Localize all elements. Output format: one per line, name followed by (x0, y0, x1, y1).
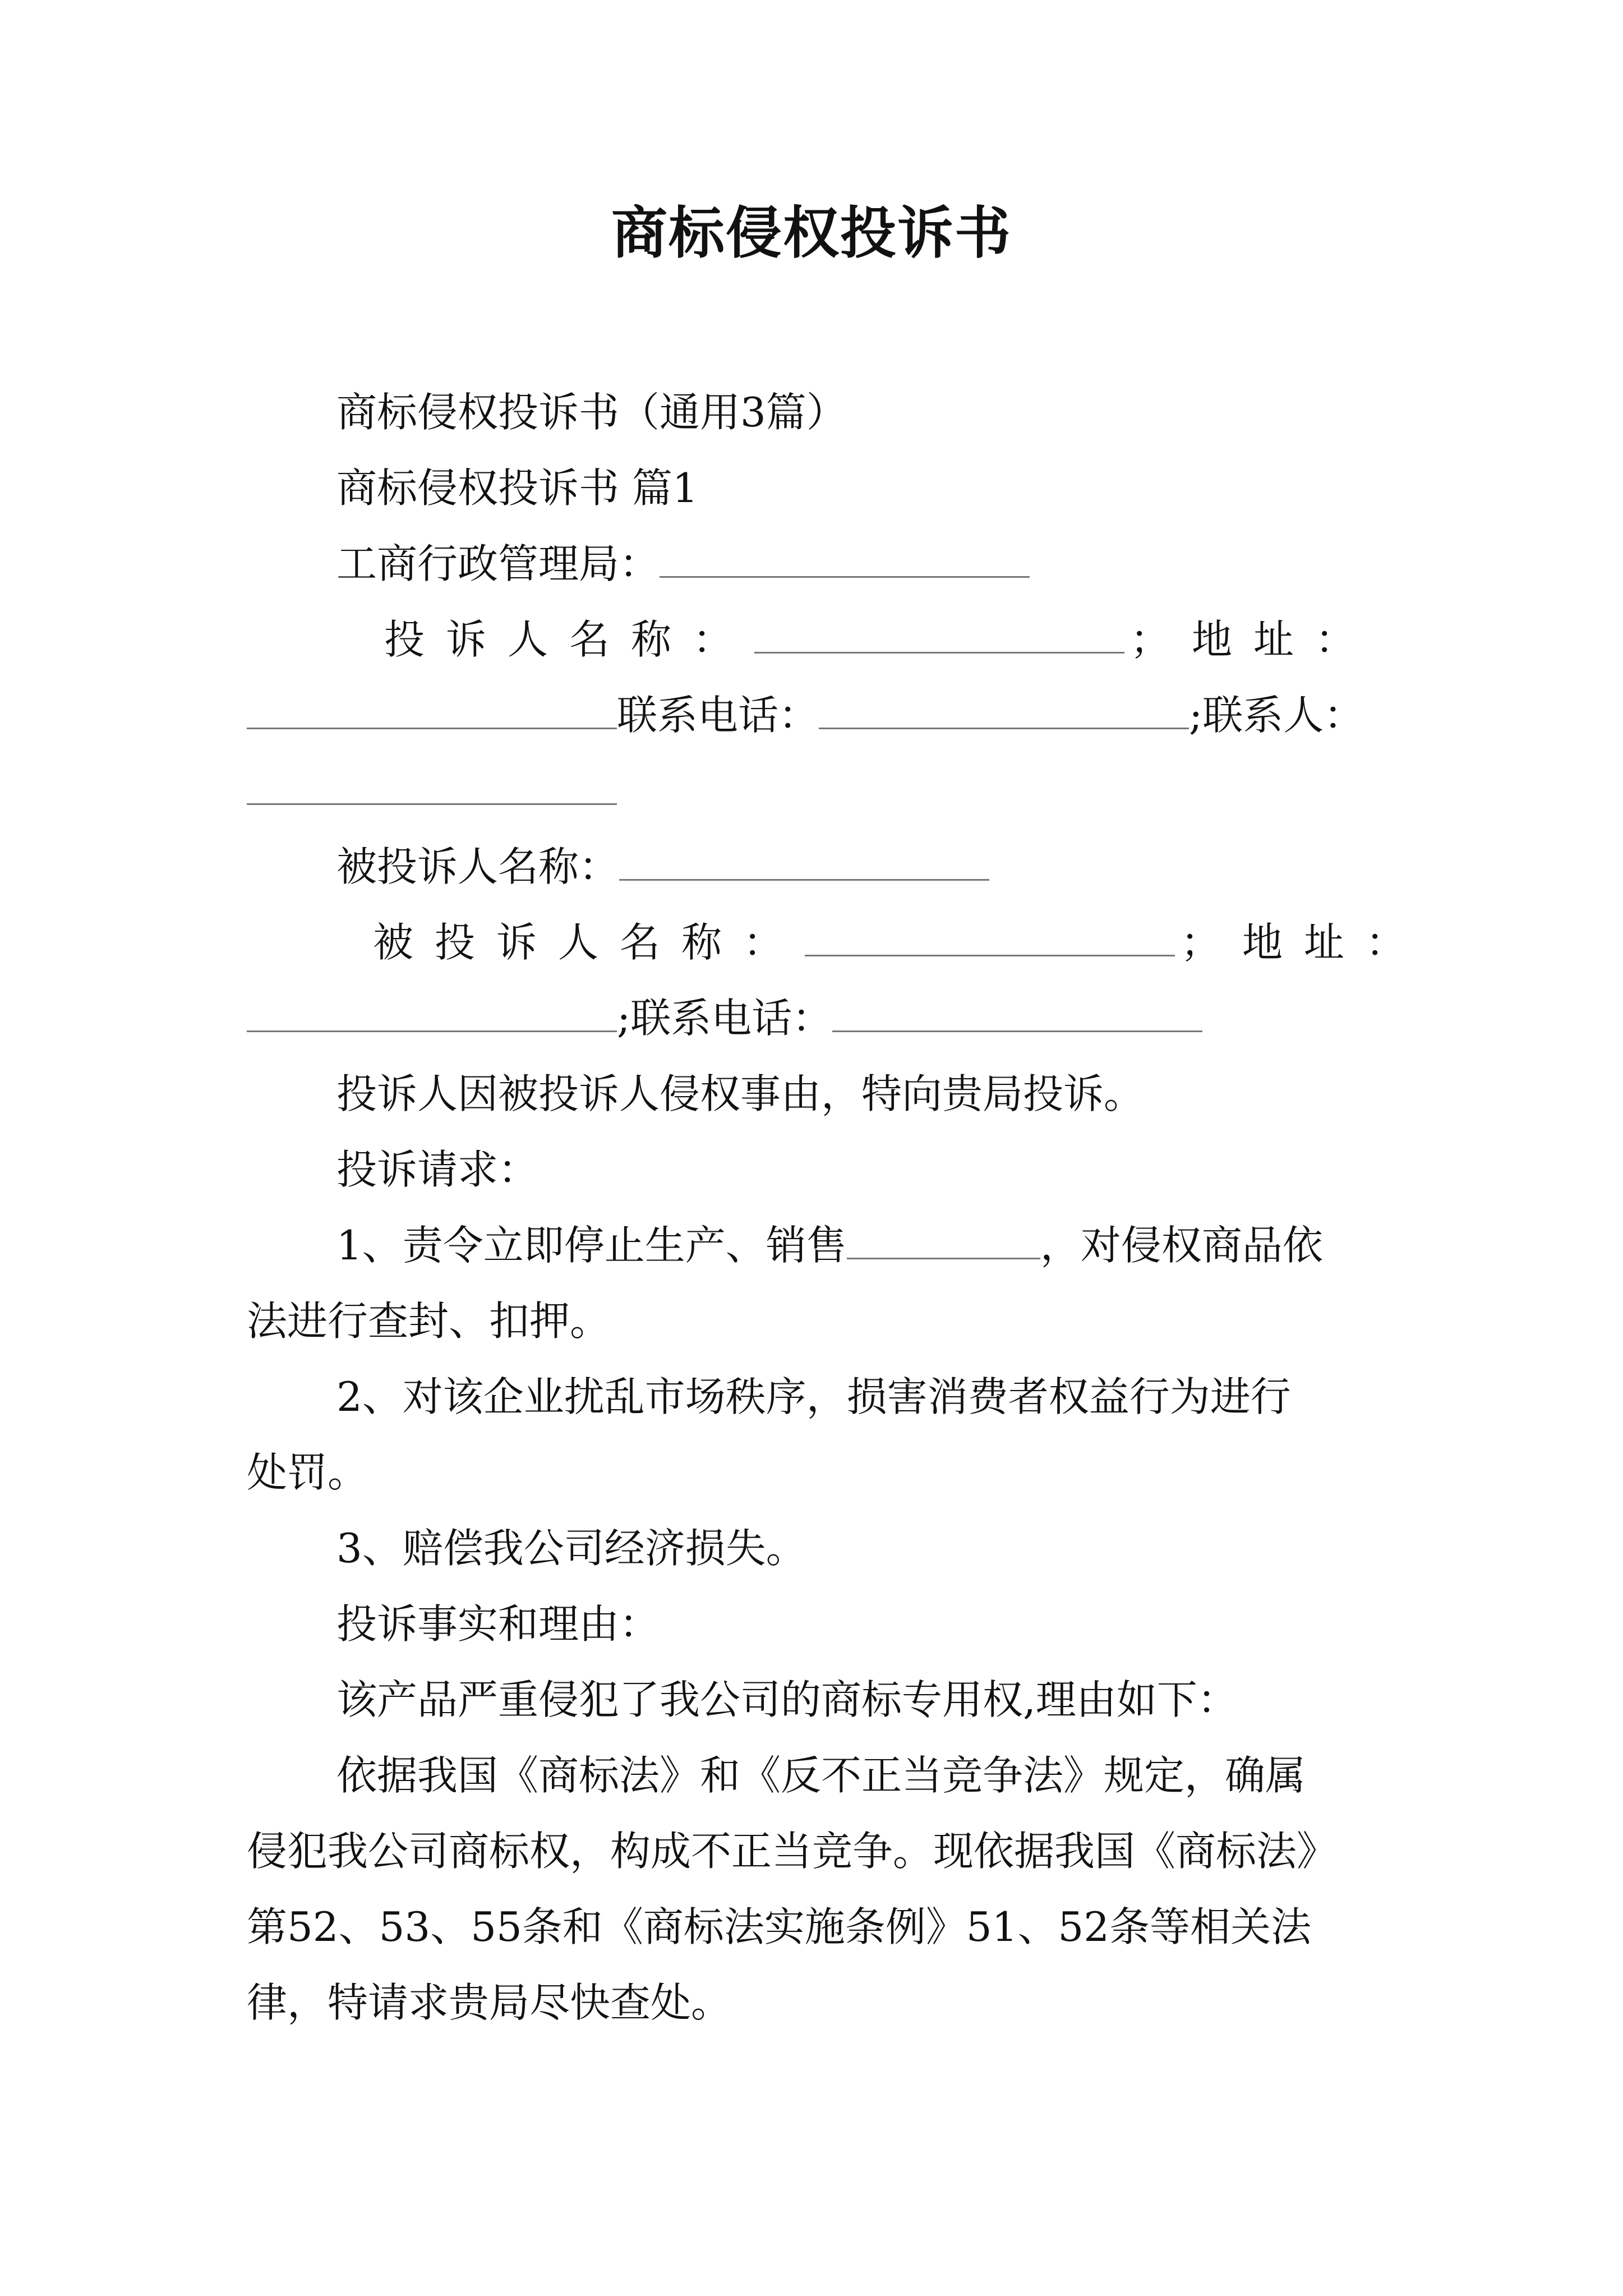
complainant-name-blank[interactable] (754, 615, 1124, 654)
request-item-2: 2、对该企业扰乱市场秩序，损害消费者权益行为进行 (336, 1373, 1291, 1420)
respondent-name-label-2: 被投诉人名称： (373, 919, 805, 966)
document-title: 商标侵权投诉书 (611, 200, 1012, 266)
complainant-contact-blank[interactable] (247, 766, 617, 805)
complainant-address-label: ；地址： (1130, 616, 1377, 663)
section-heading: 商标侵权投诉书 篇1 (336, 464, 698, 512)
requests-heading: 投诉请求： (336, 1146, 539, 1193)
complainant-address-blank[interactable] (247, 691, 617, 729)
request-item-2-cont: 处罚。 (247, 1449, 368, 1496)
respondent-name-label: 被投诉人名称： (336, 843, 620, 890)
respondent-phone-blank[interactable] (832, 993, 1202, 1032)
complainant-phone-label: 联系电话： (617, 692, 819, 739)
subtitle-line: 商标侵权投诉书（通用3篇） (336, 389, 847, 436)
facts-paragraph-1: 该产品严重侵犯了我公司的商标专用权,理由如下： (336, 1676, 1238, 1723)
complainant-contact-line (247, 687, 1364, 743)
request-item-3: 3、赔偿我公司经济损失。 (336, 1525, 806, 1572)
respondent-name-blank-2[interactable] (805, 918, 1175, 956)
respondent-address-blank[interactable] (247, 993, 617, 1032)
recipient-line (336, 536, 1030, 592)
request-item-1 (336, 1217, 1323, 1273)
facts-paragraph-2-line-4: 律，特请求贵局尽快查处。 (247, 1979, 732, 2026)
body-paragraph: 投诉人因被投诉人侵权事由，特向贵局投诉。 (336, 1070, 1145, 1117)
recipient-blank[interactable] (660, 539, 1030, 578)
respondent-address-line (373, 914, 1427, 970)
respondent-address-label: ；地址： (1181, 919, 1428, 966)
complainant-contact-blank-line (247, 763, 617, 819)
complainant-phone-blank[interactable] (819, 691, 1189, 729)
complainant-line (384, 611, 1377, 668)
respondent-line (336, 839, 989, 895)
respondent-name-blank[interactable] (619, 842, 989, 881)
facts-paragraph-2-line-1: 依据我国《商标法》和《反不正当竞争法》规定，确属 (336, 1752, 1306, 1799)
product-blank[interactable] (847, 1221, 1040, 1259)
recipient-label: 工商行政管理局： (336, 540, 660, 587)
request-item-1-cont: 法进行查封、扣押。 (247, 1297, 611, 1345)
complainant-name-label: 投诉人名称： (384, 616, 755, 663)
facts-heading: 投诉事实和理由： (336, 1600, 660, 1648)
complainant-contact-label: ;联系人： (1189, 692, 1364, 739)
request-item-1-text-b: ，对侵权商品依 (1040, 1222, 1323, 1269)
respondent-phone-line (247, 990, 1202, 1046)
facts-paragraph-2-line-2: 侵犯我公司商标权，构成不正当竞争。现依据我国《商标法》 (247, 1828, 1338, 1875)
request-item-1-text-a: 1、责令立即停止生产、销售 (336, 1222, 847, 1269)
facts-paragraph-2-line-3: 第52、53、55条和《商标法实施条例》51、52条等相关法 (247, 1903, 1312, 1950)
respondent-phone-label: ;联系电话： (617, 995, 833, 1042)
